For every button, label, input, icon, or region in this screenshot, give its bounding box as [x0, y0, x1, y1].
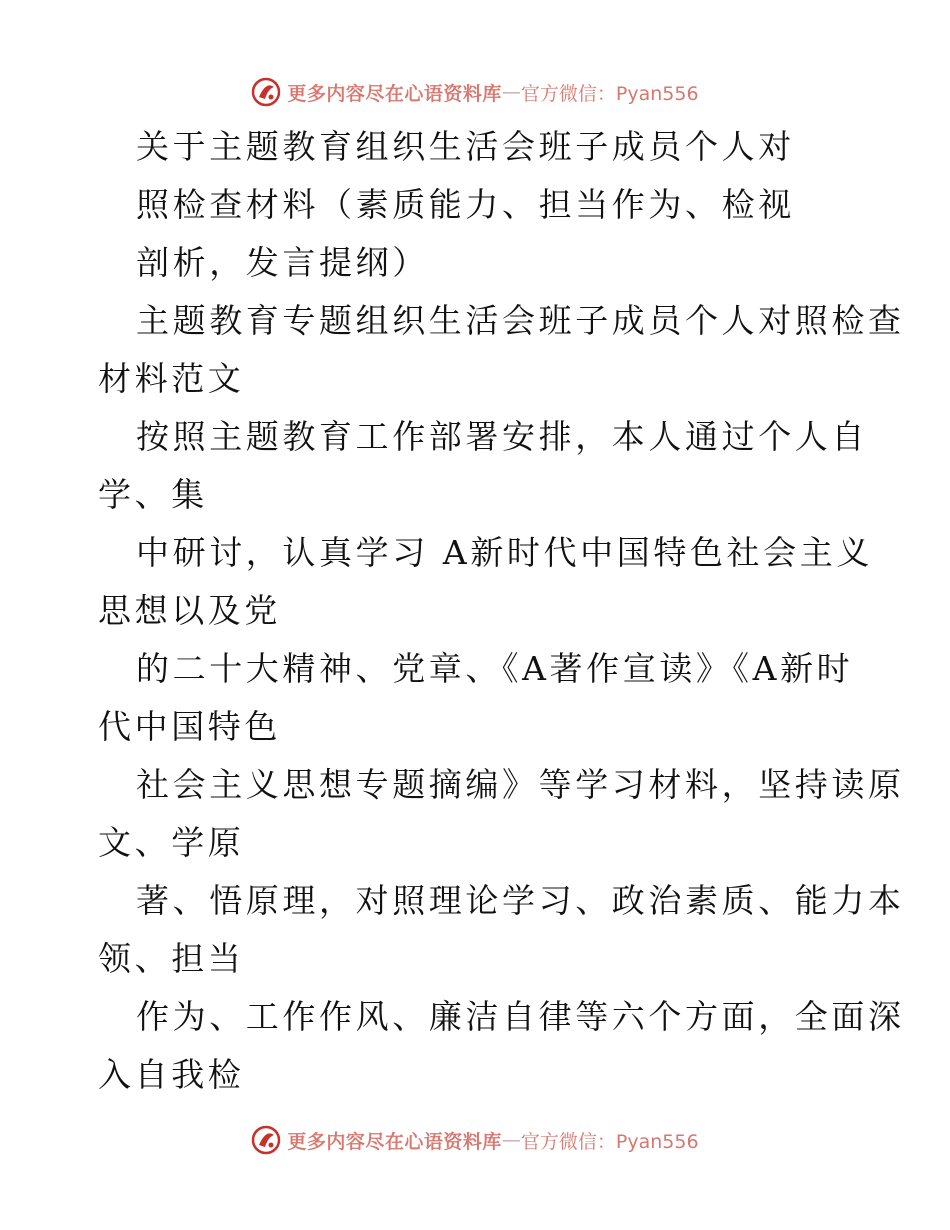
body-line: 主题教育专题组织生活会班子成员个人对照检查	[136, 301, 905, 340]
header-banner	[0, 72, 950, 112]
body-line: 的二十大精神、党章、《A著作宣读》《A新时	[136, 649, 854, 688]
red-swirl-logo-icon	[251, 1125, 281, 1155]
title-line-2: 照检查材料（素质能力、担当作为、检视	[136, 185, 795, 224]
body-line: 领、担当	[98, 939, 245, 978]
body-line: 按照主题教育工作部署安排，本人通过个人自	[136, 417, 868, 456]
red-swirl-logo-icon	[251, 77, 281, 107]
document-body	[98, 118, 905, 1104]
body-line: 中研讨，认真学习 A新时代中国特色社会主义	[136, 533, 873, 572]
banner-text: 更多内容尽在心语资料库	[287, 82, 502, 105]
body-line: 社会主义思想专题摘编》等学习材料，坚持读原	[136, 765, 905, 804]
banner-wechat: 官方微信：Pyan556	[520, 82, 699, 105]
banner-separator: —	[501, 81, 521, 103]
body-line: 文、学原	[98, 823, 245, 862]
footer-banner	[0, 1120, 950, 1160]
body-line: 入自我检	[98, 1055, 245, 1094]
body-line: 学、集	[98, 475, 208, 514]
title-line-1: 关于主题教育组织生活会班子成员个人对	[136, 127, 795, 166]
banner-separator: —	[501, 1129, 521, 1151]
body-line: 著、悟原理，对照理论学习、政治素质、能力本	[136, 881, 905, 920]
body-line: 材料范文	[98, 359, 245, 398]
body-line: 作为、工作作风、廉洁自律等六个方面，全面深	[136, 997, 905, 1036]
body-line: 代中国特色	[98, 707, 281, 746]
banner-text: 更多内容尽在心语资料库	[287, 1130, 502, 1153]
body-line: 思想以及党	[98, 591, 281, 630]
title-line-3: 剖析，发言提纲）	[136, 243, 429, 282]
banner-wechat: 官方微信：Pyan556	[520, 1130, 699, 1153]
